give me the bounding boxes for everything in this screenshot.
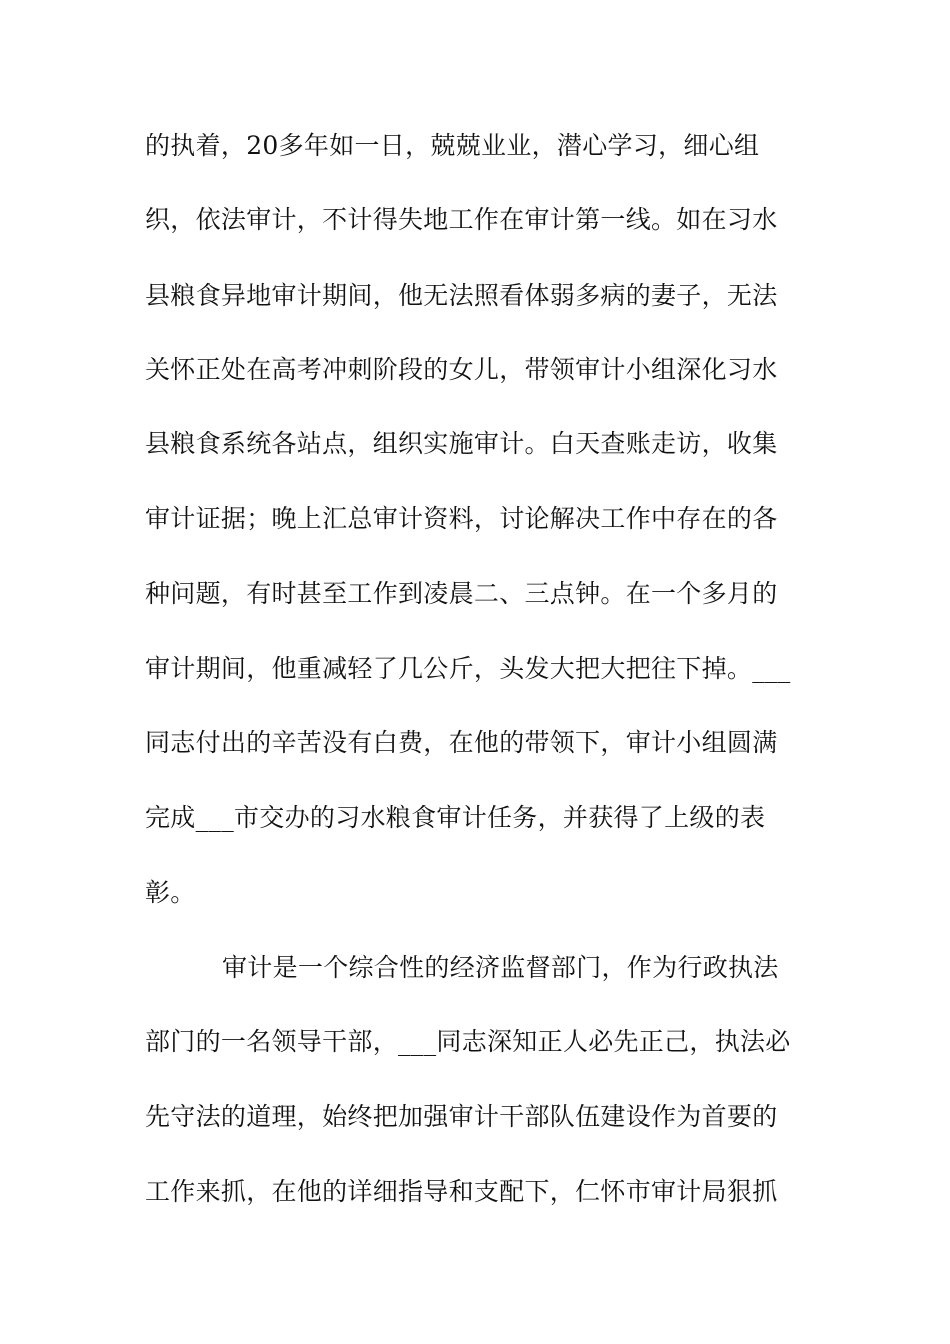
text-line-indented: 审计是一个综合性的经济监督部门，作为行政执法 — [222, 953, 779, 982]
text-line: 部门的一名领导干部，___同志深知正人必先正己，执法必 — [145, 1027, 791, 1056]
text-line: 审计期间，他重减轻了几公斤，头发大把大把往下掉。___ — [145, 654, 791, 683]
text-line: 种问题，有时甚至工作到凌晨二、三点钟。在一个多月的 — [145, 579, 778, 608]
text-line: 工作来抓，在他的详细指导和支配下，仁怀市审计局狠抓 — [145, 1177, 778, 1206]
text-line: 先守法的道理，始终把加强审计干部队伍建设作为首要的 — [145, 1102, 778, 1131]
text-line: 审计证据；晚上汇总审计资料，讨论解决工作中存在的各 — [145, 504, 778, 533]
text-line: 同志付出的辛苦没有白费，在他的带领下，审计小组圆满 — [145, 728, 778, 757]
text-line: 县粮食异地审计期间，他无法照看体弱多病的妻子，无法 — [145, 281, 778, 310]
text-line: 的执着，20多年如一日，兢兢业业，潜心学习，细心组 — [145, 131, 760, 160]
text-line: 完成___市交办的习水粮食审计任务，并获得了上级的表 — [145, 803, 766, 832]
text-line: 县粮食系统各站点，组织实施审计。白天查账走访，收集 — [145, 429, 778, 458]
text-line: 织，依法审计，不计得失地工作在审计第一线。如在习水 — [145, 205, 778, 234]
text-line: 关怀正处在高考冲刺阶段的女儿，带领审计小组深化习水 — [145, 355, 778, 384]
text-line: 彰。 — [145, 878, 196, 907]
